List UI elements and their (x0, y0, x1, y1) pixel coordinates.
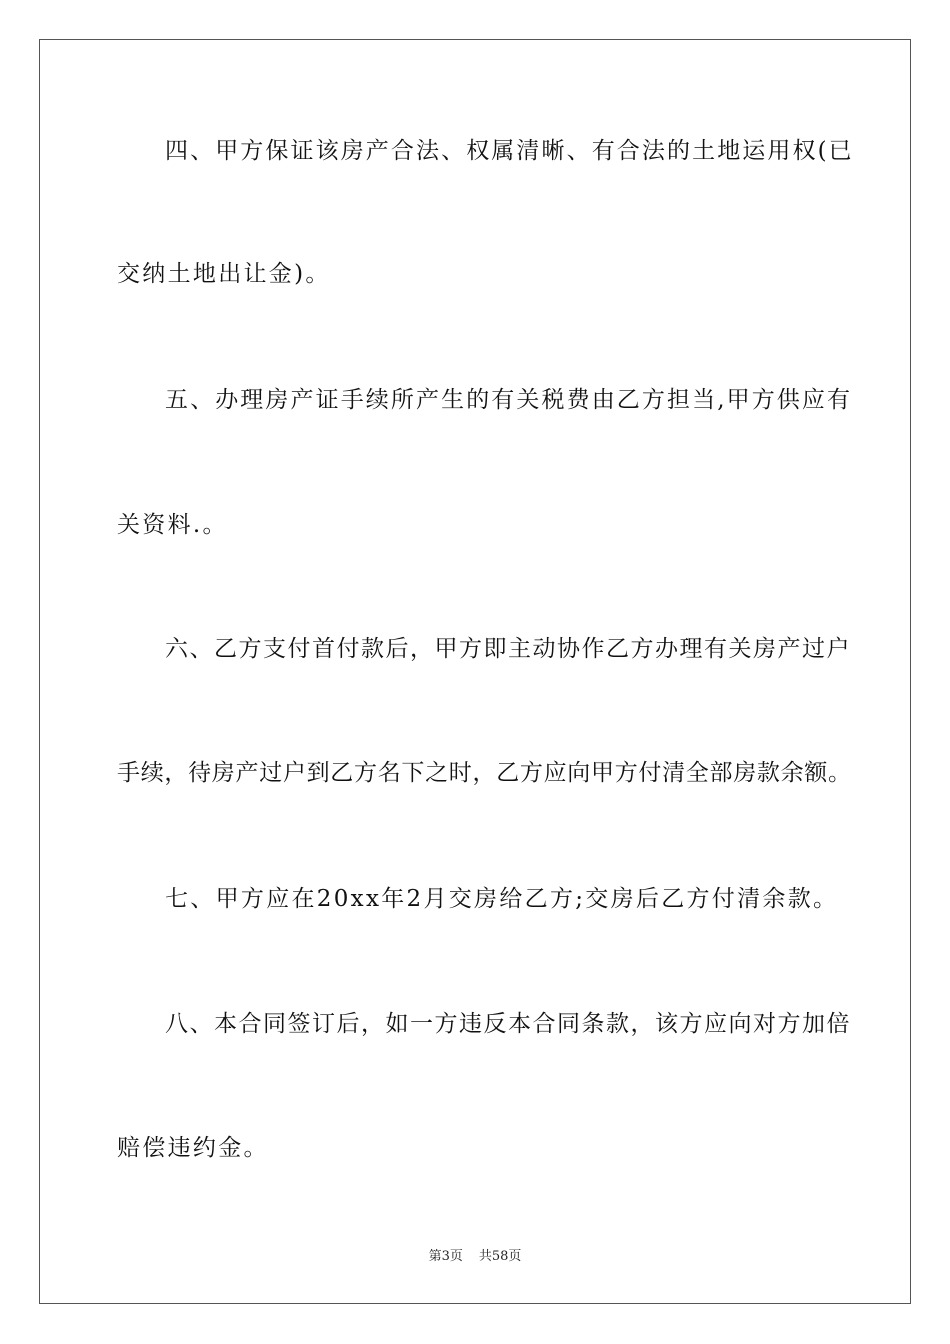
clause-7-line-1: 七、甲方应在20xx年2月交房给乙方;交房后乙方付清余款。 (165, 886, 839, 912)
clause-5-line-2: 关资料.。 (117, 512, 228, 538)
clause-6-line-2: 手续，待房产过户到乙方名下之时，乙方应向甲方付清全部房款余额。 (117, 760, 852, 786)
page-total: 共58页 (478, 1249, 522, 1264)
page-footer (0, 1248, 950, 1266)
clause-8-line-1: 八、本合同签订后，如一方违反本合同条款，该方应向对方加倍 (165, 1011, 851, 1037)
clause-6-line-1: 六、乙方支付首付款后，甲方即主动协作乙方办理有关房产过户 (165, 636, 851, 662)
clause-4-line-2: 交纳土地出让金)。 (117, 261, 331, 287)
page-number: 第3页 (428, 1249, 463, 1264)
clause-4-line-1: 四、甲方保证该房产合法、权属清晰、有合法的土地运用权(已 (165, 138, 854, 164)
clause-5-line-1: 五、办理房产证手续所产生的有关税费由乙方担当,甲方供应有 (165, 387, 853, 413)
page-border (39, 39, 911, 1304)
clause-8-line-2: 赔偿违约金。 (117, 1135, 269, 1161)
